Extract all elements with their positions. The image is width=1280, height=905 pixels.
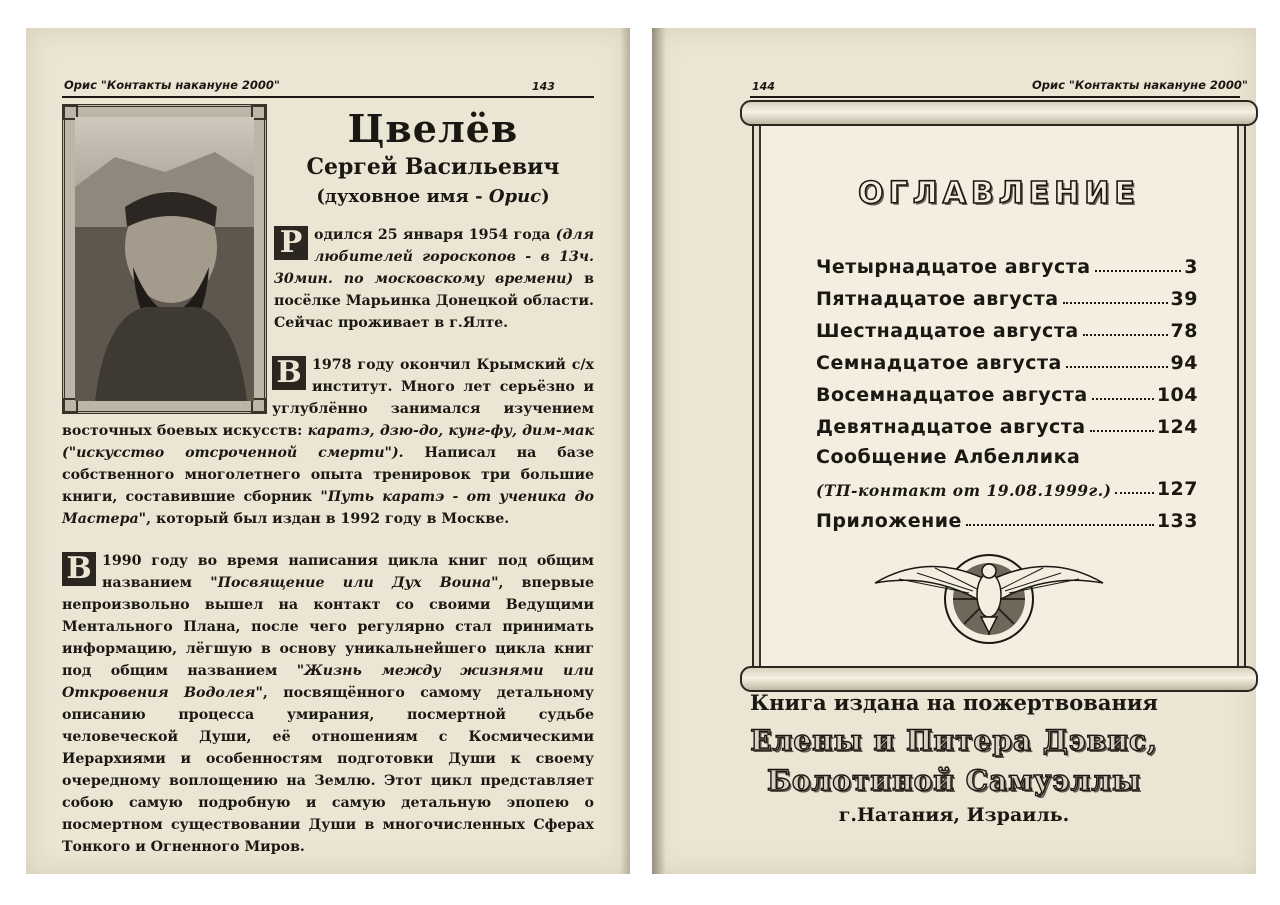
paragraph-1: [274, 224, 594, 334]
city-line: г.Натания, Израиль.: [838, 804, 1070, 826]
toc-list: [816, 246, 1198, 532]
toc-entry-page: 133: [1156, 510, 1198, 532]
p3-italic-2: "Жизнь между жизнями или Откровения Водолея": [62, 663, 594, 701]
running-head: Орис "Контакты накануне 2000": [64, 78, 280, 92]
toc-entry-title: Восемнадцатое августа: [816, 384, 1088, 406]
toc-entry-title: Девятнадцатое августа: [816, 416, 1086, 438]
p3-text-b: , впервые непроизвольно вышел на контакт со своими Ведущими Ментального Плана, после чего регулярно стал принимать информацию, лёгшую в основу уникальнейшего цикла книг под общим названием: [62, 575, 594, 679]
p3-text-a: 1990 году во время написания цикла книг под общим названием: [102, 553, 594, 591]
toc-entry-page: 104: [1156, 384, 1198, 406]
toc-entry[interactable]: [816, 468, 1198, 500]
leader-dots: [1083, 334, 1168, 336]
header-rule: [750, 96, 1240, 98]
toc-entry-page: 124: [1156, 416, 1198, 438]
page-number: 144: [752, 80, 775, 93]
leader-dots: [1092, 398, 1154, 400]
right-page: [652, 28, 1256, 874]
p2-italic-1: каратэ, дзю-до, кунг-фу, дим-мак ("искусство отсроченной смерти"): [62, 423, 594, 461]
p3-italic-1: "Посвящение или Дух Воина": [210, 575, 499, 591]
leader-dots: [1115, 492, 1153, 494]
p1-italic: (для любителей гороскопов - в 13ч. 30мин. по московскому времени): [274, 227, 594, 287]
paragraph-2: [62, 354, 594, 530]
toc-entry[interactable]: [816, 342, 1198, 374]
header-rule: [62, 96, 594, 98]
running-head: Орис "Контакты накануне 2000": [1032, 78, 1248, 92]
page-number: 143: [532, 80, 555, 93]
p2-text-c: , который был издан в 1992 году в Москве.: [146, 511, 510, 527]
toc-entry-page: 127: [1156, 478, 1198, 500]
drop-cap: Р: [274, 226, 308, 260]
p1-text-b: в посёлке Марьинка Донецкой области. Сейчас проживает в г.Ялте.: [274, 271, 594, 331]
p3-text-c: , посвящённого самому детальному описанию процесса умирания, посмертной судьбе человеческой Души, её отношениям с Космическими Иерархиями и особенностям подготовки Души к своему очередному воплощению на Землю. Этот цикл представляет собою самую подробную и самую детальную эпопею о посмертном существовании Души в многочисленных Сферах Тонкого и Огненного Миров.: [62, 685, 594, 855]
leader-dots: [1063, 302, 1168, 304]
toc-entry-title: Шестнадцатое августа: [816, 320, 1079, 342]
toc-entry-title: Семнадцатое августа: [816, 352, 1062, 374]
dove-emblem: [869, 521, 1109, 651]
spiritual-prefix: (духовное имя -: [316, 186, 489, 207]
toc-entry[interactable]: [816, 246, 1198, 278]
toc-entry[interactable]: [816, 310, 1198, 342]
spine-shadow: [620, 28, 630, 874]
scroll-roll-top: [740, 100, 1258, 126]
spiritual-name-line: [268, 186, 598, 207]
scroll-roll-bottom: [740, 666, 1258, 692]
toc-entry-page: 39: [1170, 288, 1198, 310]
donor-line-1: Елены и Питера Дэвис,: [750, 724, 1158, 757]
toc-scroll: [752, 114, 1246, 678]
paragraph-3: [62, 550, 594, 858]
spiritual-name: Орис: [488, 186, 542, 207]
p2-italic-2: "Путь каратэ - от ученика до Мастера": [62, 489, 594, 527]
toc-entry[interactable]: [816, 374, 1198, 406]
toc-entry-title: Приложение: [816, 510, 962, 532]
p1-text-a: одился 25 января 1954 года: [314, 227, 556, 243]
toc-entry-page: 3: [1184, 256, 1198, 278]
author-surname: Цвелёв: [347, 106, 519, 151]
photo-spacer: [62, 354, 272, 410]
leader-dots: [1090, 430, 1154, 432]
drop-cap: В: [62, 552, 96, 586]
leader-dots: [1095, 270, 1182, 272]
drop-cap: В: [272, 356, 306, 390]
toc-entry-page: 94: [1170, 352, 1198, 374]
p2-text-a: 1978 году окончил Крымский с/х институт. Много лет серьёзно и углублённо занимался изучением восточных боевых искусств:: [62, 357, 594, 439]
p2-text-b: . Написал на базе собственного многолетнего опыта тренировок три большие книги, составившие сборник: [62, 445, 594, 505]
donor-line-2: Болотиной Самуэллы: [766, 764, 1142, 797]
spiritual-suffix: ): [541, 186, 550, 207]
toc-title: ОГЛАВЛЕНИЕ: [858, 176, 1140, 211]
toc-entry[interactable]: [816, 406, 1198, 438]
toc-special-subtitle: (ТП-контакт от 19.08.1999г.): [816, 481, 1112, 500]
donation-line: Книга издана на пожертвования: [750, 690, 1158, 715]
toc-special-title[interactable]: Сообщение Албеллика: [816, 446, 1081, 468]
left-page: [26, 28, 630, 874]
author-name: Сергей Васильевич: [306, 154, 560, 180]
toc-entry[interactable]: [816, 278, 1198, 310]
leader-dots: [1066, 366, 1168, 368]
toc-entry-page: 78: [1170, 320, 1198, 342]
toc-entry-title: Пятнадцатое августа: [816, 288, 1059, 310]
toc-entry-title: Четырнадцатое августа: [816, 256, 1091, 278]
